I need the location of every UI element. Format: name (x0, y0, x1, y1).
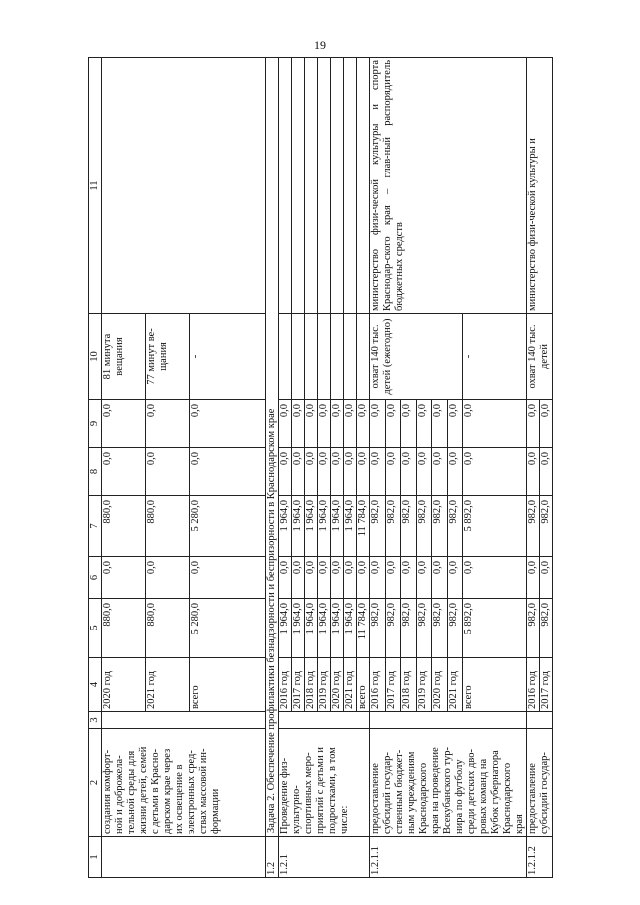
value-cell: 982,0 (527, 599, 540, 658)
table-row (279, 58, 292, 878)
value-cell: 0,0 (146, 400, 190, 448)
value-cell: 0,0 (527, 448, 540, 496)
value-cell: 0,0 (292, 400, 305, 448)
result-cell (305, 314, 318, 400)
value-cell: 1 964,0 (292, 496, 305, 557)
executor-cell (102, 58, 266, 314)
header-cell: 11 (89, 58, 102, 314)
value-cell: 0,0 (385, 448, 401, 496)
value-cell: 982,0 (416, 496, 432, 557)
value-cell: 0,0 (344, 448, 357, 496)
value-cell: 1 964,0 (279, 496, 292, 557)
value-cell: 0,0 (463, 557, 527, 599)
value-cell: 1 964,0 (344, 496, 357, 557)
value-cell: 0,0 (102, 448, 146, 496)
header-cell: 6 (89, 557, 102, 599)
result-cell: охват 140 тыс. детей (527, 314, 553, 400)
executor-cell (279, 58, 292, 314)
value-cell: 0,0 (344, 557, 357, 599)
value-cell: 0,0 (416, 557, 432, 599)
header-cell: 9 (89, 400, 102, 448)
rotated-table-wrapper (88, 58, 594, 878)
table-row (370, 58, 386, 878)
value-cell: 5 280,0 (190, 496, 266, 557)
year-cell: 2016 год (370, 658, 386, 712)
year-cell: 2021 год (146, 658, 190, 712)
value-cell: 5 892,0 (463, 496, 527, 557)
value-cell: 0,0 (401, 557, 417, 599)
value-cell: 0,0 (305, 400, 318, 448)
task-title: Задача 2. Обеспечение профилактики безнадзорности и беспризорности в Краснодарском крае (266, 58, 279, 837)
task-row (266, 58, 279, 878)
value-cell: 982,0 (527, 496, 540, 557)
header-cell: 1 (89, 837, 102, 878)
header-row (89, 58, 102, 878)
value-cell: 0,0 (370, 448, 386, 496)
header-cell: 2 (89, 729, 102, 837)
header-cell: 10 (89, 314, 102, 400)
value-cell: 11 784,0 (357, 496, 370, 557)
value-cell: 0,0 (357, 448, 370, 496)
value-cell: 0,0 (447, 557, 463, 599)
header-cell: 8 (89, 448, 102, 496)
value-cell: 1 964,0 (331, 599, 344, 658)
value-cell: 0,0 (416, 400, 432, 448)
year-cell: всего (357, 658, 370, 712)
value-cell: 1 964,0 (331, 496, 344, 557)
executor-cell: министерство физи-ческой культуры и (527, 58, 553, 314)
value-cell: 0,0 (318, 557, 331, 599)
value-cell: 0,0 (102, 400, 146, 448)
page-number: 19 (314, 38, 326, 52)
value-cell: 0,0 (305, 448, 318, 496)
value-cell: 1 964,0 (344, 599, 357, 658)
status-cell (370, 712, 527, 729)
value-cell: 0,0 (401, 400, 417, 448)
value-cell: 982,0 (447, 496, 463, 557)
value-cell: 0,0 (331, 400, 344, 448)
year-cell: 2019 год (318, 658, 331, 712)
header-cell: 5 (89, 599, 102, 658)
value-cell: 982,0 (401, 496, 417, 557)
value-cell: 0,0 (370, 557, 386, 599)
row-number: 1.2.1 (279, 837, 370, 878)
status-cell (102, 712, 266, 729)
result-cell: охват 140 тыс. детей (ежегодно) (370, 314, 463, 400)
value-cell: 5 892,0 (463, 599, 527, 658)
value-cell: 982,0 (416, 599, 432, 658)
value-cell: 0,0 (401, 448, 417, 496)
value-cell: 0,0 (279, 400, 292, 448)
result-cell (279, 314, 292, 400)
result-cell (344, 314, 357, 400)
value-cell: 0,0 (305, 557, 318, 599)
value-cell: 0,0 (279, 557, 292, 599)
executor-cell (357, 58, 370, 314)
executor-cell (305, 58, 318, 314)
executor-cell (292, 58, 305, 314)
value-cell: 0,0 (146, 448, 190, 496)
program-table (88, 57, 553, 878)
value-cell: 0,0 (318, 400, 331, 448)
executor-cell (318, 58, 331, 314)
measure-description: создания комфорт- ной и доброжела- тельной среды для жизни детей, семей с детьми в Красно- дарском крае через их освещение в электронных сред- ствах массовой ин- формации (102, 729, 266, 837)
value-cell: 982,0 (370, 496, 386, 557)
year-cell: 2017 год (292, 658, 305, 712)
row-number (102, 837, 266, 878)
value-cell: 0,0 (318, 448, 331, 496)
year-cell: 2020 год (432, 658, 448, 712)
year-cell: 2019 год (416, 658, 432, 712)
table-row (527, 58, 540, 878)
value-cell: 0,0 (292, 448, 305, 496)
value-cell: 982,0 (540, 496, 553, 557)
value-cell: 0,0 (540, 400, 553, 448)
result-cell: - (463, 314, 527, 400)
value-cell: 0,0 (370, 400, 386, 448)
executor-cell (331, 58, 344, 314)
status-cell (527, 712, 553, 729)
measure-description: Проведение физ- культурно- спортивных меро- приятий с детьми и подростками, в том числе: (279, 729, 370, 837)
value-cell: 982,0 (370, 599, 386, 658)
value-cell: 0,0 (344, 400, 357, 448)
value-cell: 5 280,0 (190, 599, 266, 658)
row-number: 1.2.1.1 (370, 837, 527, 878)
result-cell: - (190, 314, 266, 400)
year-cell: 2016 год (527, 658, 540, 712)
year-cell: 2021 год (344, 658, 357, 712)
year-cell: всего (190, 658, 266, 712)
header-cell: 3 (89, 712, 102, 729)
value-cell: 982,0 (540, 599, 553, 658)
value-cell: 880,0 (102, 496, 146, 557)
value-cell: 1 964,0 (292, 599, 305, 658)
value-cell: 0,0 (331, 557, 344, 599)
header-cell: 4 (89, 658, 102, 712)
year-cell: всего (463, 658, 527, 712)
year-cell: 2021 год (447, 658, 463, 712)
value-cell: 0,0 (540, 557, 553, 599)
result-cell (331, 314, 344, 400)
value-cell: 0,0 (432, 400, 448, 448)
value-cell: 0,0 (527, 557, 540, 599)
value-cell: 0,0 (102, 557, 146, 599)
value-cell: 880,0 (102, 599, 146, 658)
result-cell (292, 314, 305, 400)
value-cell: 0,0 (146, 557, 190, 599)
measure-description: предоставление субсидий государ- (527, 729, 553, 837)
value-cell: 0,0 (357, 400, 370, 448)
result-cell (318, 314, 331, 400)
measure-description: предоставление субсидий государ- ственным бюджет- ным учреждениям Краснодарского края на проведение Всекубанского тур- нира по футболу среди детских дво- ровых команд на Кубок губернатора Краснодарского края (370, 729, 527, 837)
value-cell: 880,0 (146, 599, 190, 658)
executor-cell (344, 58, 357, 314)
header-cell: 7 (89, 496, 102, 557)
result-cell: 77 минут ве-щания (146, 314, 190, 400)
value-cell: 0,0 (432, 448, 448, 496)
value-cell: 0,0 (527, 400, 540, 448)
value-cell: 0,0 (385, 400, 401, 448)
value-cell: 982,0 (401, 599, 417, 658)
result-cell (357, 314, 370, 400)
value-cell: 1 964,0 (318, 496, 331, 557)
value-cell: 0,0 (447, 448, 463, 496)
result-cell: 81 минута вещания (102, 314, 146, 400)
year-cell: 2020 год (102, 658, 146, 712)
value-cell: 11 784,0 (357, 599, 370, 658)
value-cell: 0,0 (357, 557, 370, 599)
value-cell: 0,0 (190, 448, 266, 496)
value-cell: 0,0 (292, 557, 305, 599)
value-cell: 0,0 (463, 400, 527, 448)
year-cell: 2017 год (385, 658, 401, 712)
value-cell: 982,0 (432, 496, 448, 557)
value-cell: 982,0 (432, 599, 448, 658)
value-cell: 982,0 (447, 599, 463, 658)
status-cell (279, 712, 370, 729)
value-cell: 0,0 (416, 448, 432, 496)
year-cell: 2018 год (305, 658, 318, 712)
value-cell: 0,0 (190, 400, 266, 448)
year-cell: 2018 год (401, 658, 417, 712)
year-cell: 2020 год (331, 658, 344, 712)
value-cell: 1 964,0 (318, 599, 331, 658)
value-cell: 982,0 (385, 496, 401, 557)
value-cell: 1 964,0 (279, 599, 292, 658)
value-cell: 0,0 (331, 448, 344, 496)
table-row (102, 58, 146, 878)
year-cell: 2016 год (279, 658, 292, 712)
value-cell: 0,0 (463, 448, 527, 496)
value-cell: 880,0 (146, 496, 190, 557)
value-cell: 0,0 (447, 400, 463, 448)
value-cell: 1 964,0 (305, 496, 318, 557)
value-cell: 1 964,0 (305, 599, 318, 658)
value-cell: 0,0 (190, 557, 266, 599)
value-cell: 0,0 (540, 448, 553, 496)
row-number: 1.2.1.2 (527, 837, 553, 878)
value-cell: 0,0 (279, 448, 292, 496)
value-cell: 0,0 (385, 557, 401, 599)
value-cell: 982,0 (385, 599, 401, 658)
executor-cell: министерство физи-ческой культуры и спорта Краснодар-ского края – глав-ный распорядитель бюджетных средств (370, 58, 527, 314)
year-cell: 2017 год (540, 658, 553, 712)
value-cell: 0,0 (432, 557, 448, 599)
task-number: 1.2 (266, 837, 279, 878)
